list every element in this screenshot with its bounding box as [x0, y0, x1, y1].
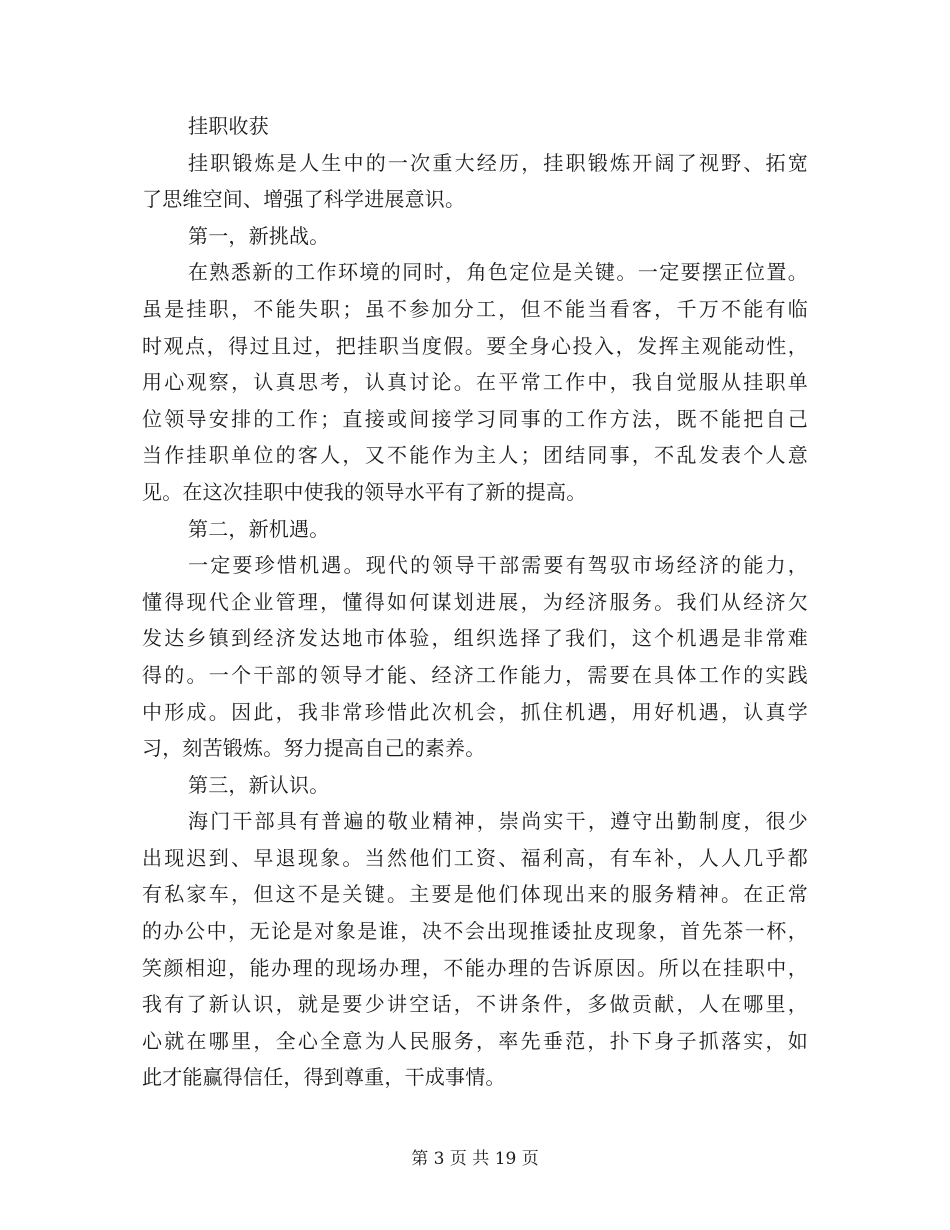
text-line: 的办公中，无论是对象是谁，决不会出现推诿扯皮现象，首先茶一杯， [142, 919, 808, 944]
text-line: 习，刻苦锻炼。努力提高自己的素养。 [142, 736, 486, 761]
page-footer: 第 3 页 共 19 页 [411, 1149, 539, 1169]
text-line: 时观点，得过且过，把挂职当度假。要全身心投入，发挥主观能动性， [142, 333, 808, 358]
document-body [142, 108, 808, 1096]
text-line: 见。在这次挂职中使我的领导水平有了新的提高。 [142, 479, 587, 504]
text-line: 心就在哪里，全心全意为人民服务，率先垂范，扑下身子抓落实，如 [142, 1028, 808, 1053]
text-line: 挂职锻炼是人生中的一次重大经历，挂职锻炼开阔了视野、拓宽 [188, 150, 808, 175]
section-heading: 第二，新机遇。 [188, 516, 330, 541]
text-line: 了思维空间、增强了科学进展意识。 [142, 187, 466, 212]
text-line: 笑颜相迎，能办理的现场办理，不能办理的告诉原因。所以在挂职中， [142, 955, 808, 980]
text-line: 位领导安排的工作；直接或间接学习同事的工作方法，既不能把自己 [142, 406, 808, 431]
section-heading: 挂职收获 [188, 114, 269, 138]
text-line: 我有了新认识，就是要少讲空话，不讲条件，多做贡献，人在哪里， [142, 992, 808, 1017]
text-line: 发达乡镇到经济发达地市体验，组织选择了我们，这个机遇是非常难 [142, 626, 808, 651]
text-line: 在熟悉新的工作环境的同时，角色定位是关键。一定要摆正位置。 [188, 260, 808, 285]
text-line: 中形成。因此，我非常珍惜此次机会，抓住机遇，用好机遇，认真学 [142, 699, 808, 724]
text-line: 当作挂职单位的客人，又不能作为主人；团结同事，不乱发表个人意 [142, 443, 808, 468]
section-heading: 第三，新认识。 [188, 772, 330, 797]
section-heading: 第一，新挑战。 [188, 223, 330, 248]
text-line: 海门干部具有普遍的敬业精神，崇尚实干，遵守出勤制度，很少 [188, 809, 808, 834]
text-line: 一定要珍惜机遇。现代的领导干部需要有驾驭市场经济的能力， [188, 553, 808, 578]
text-line: 虽是挂职，不能失职；虽不参加分工，但不能当看客，千万不能有临 [142, 296, 808, 321]
text-line: 得的。一个干部的领导才能、经济工作能力，需要在具体工作的实践 [142, 662, 808, 687]
text-line: 懂得现代企业管理，懂得如何谋划进展，为经济服务。我们从经济欠 [142, 589, 808, 614]
text-line: 此才能赢得信任，得到尊重，干成事情。 [142, 1065, 506, 1090]
text-line: 用心观察，认真思考，认真讨论。在平常工作中，我自觉服从挂职单 [142, 370, 808, 395]
text-line: 出现迟到、早退现象。当然他们工资、福利高，有车补，人人几乎都 [142, 845, 808, 870]
text-line: 有私家车，但这不是关键。主要是他们体现出来的服务精神。在正常 [142, 882, 808, 907]
